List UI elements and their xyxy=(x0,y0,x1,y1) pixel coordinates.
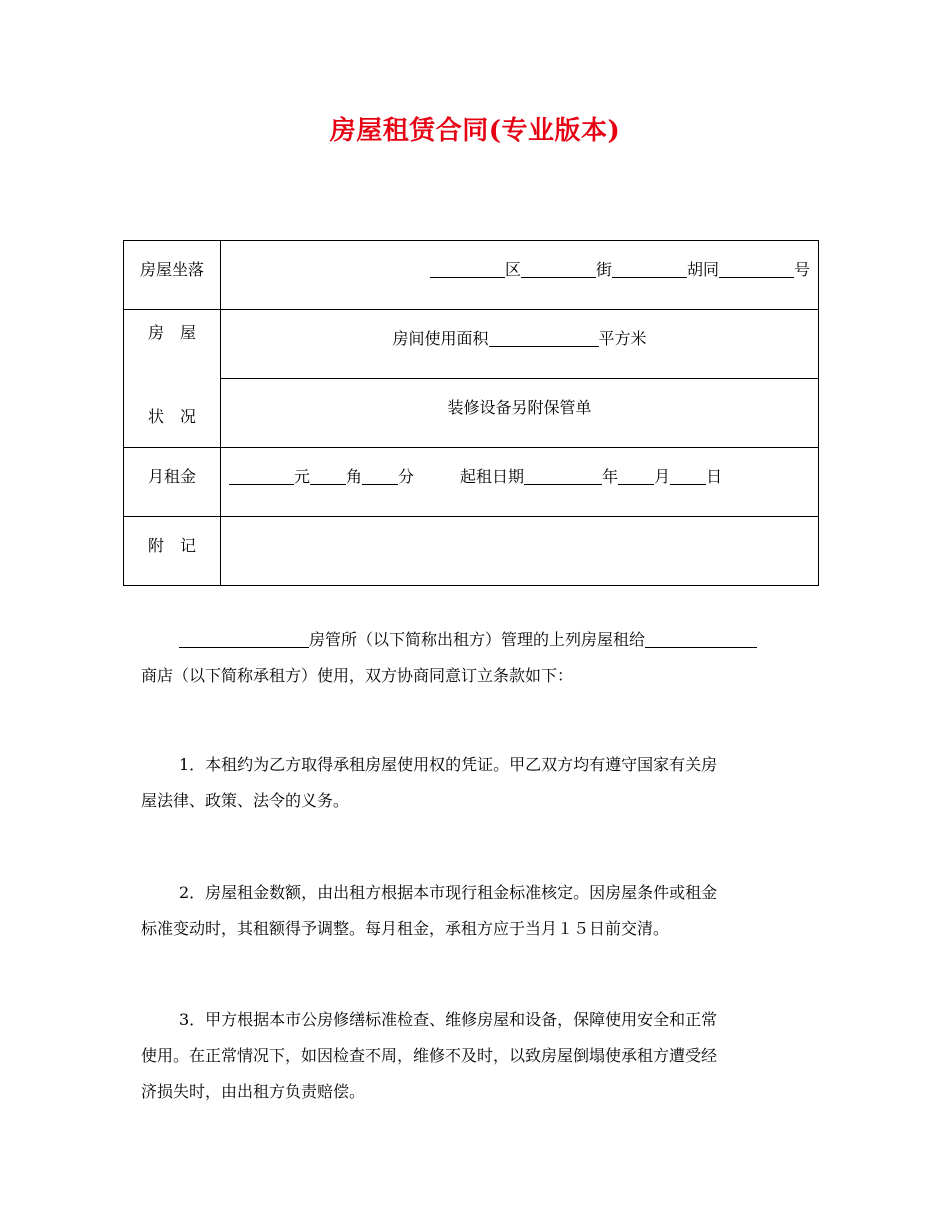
area-prefix: 房间使用面积 xyxy=(392,329,489,348)
jiao-text: 角 xyxy=(346,467,363,486)
rent-fill-line xyxy=(221,448,818,487)
intro-line-1 xyxy=(141,622,813,658)
day-blank[interactable] xyxy=(670,466,706,485)
notes-label: 附 记 xyxy=(147,536,196,555)
rent-cell xyxy=(221,448,819,517)
rental-info-table xyxy=(123,240,819,586)
intro-text-a: 房管所（以下简称出租方）管理的上列房屋租给 xyxy=(309,630,646,649)
year-blank[interactable] xyxy=(524,466,602,485)
notes-row xyxy=(124,517,819,586)
yuan-text: 元 xyxy=(294,467,311,486)
clause-3 xyxy=(141,1002,813,1110)
area-cell xyxy=(221,310,819,379)
decoration-text: 装修设备另附保管单 xyxy=(447,398,592,417)
location-value-cell xyxy=(221,241,819,310)
location-label: 房屋坐落 xyxy=(139,260,204,279)
management-office-blank[interactable] xyxy=(179,629,309,648)
day-text: 日 xyxy=(706,467,723,486)
area-fill-line xyxy=(221,310,818,349)
yuan-blank[interactable] xyxy=(229,466,294,485)
year-text: 年 xyxy=(602,467,619,486)
rent-label-cell xyxy=(124,448,221,517)
hutong-text: 胡同 xyxy=(686,260,719,279)
hutong-blank[interactable] xyxy=(612,259,687,278)
location-fill-line xyxy=(221,241,818,280)
clause-1-line-2: 屋法律、政策、法令的义务。 xyxy=(141,791,350,810)
clause-1 xyxy=(141,747,813,819)
clause-3-line-1 xyxy=(141,1002,813,1038)
decoration-row xyxy=(124,379,819,448)
location-label-cell xyxy=(124,241,221,310)
district-text: 区 xyxy=(504,260,521,279)
start-date-label: 起租日期 xyxy=(460,467,525,486)
decoration-cell xyxy=(221,379,819,448)
rent-label: 月租金 xyxy=(147,467,196,486)
area-row xyxy=(124,310,819,379)
location-row xyxy=(124,241,819,310)
clause-2-text-a: 2．房屋租金数额，由出租方根据本市现行租金标准核定。因房屋条件或租金 xyxy=(179,883,718,902)
intro-paragraph xyxy=(141,622,813,694)
notes-cell[interactable] xyxy=(221,517,819,586)
clause-3-text-a: 3．甲方根据本市公房修缮标准检查、维修房屋和设备，保障使用安全和正常 xyxy=(179,1010,718,1029)
street-text: 街 xyxy=(595,260,612,279)
condition-label-cell xyxy=(124,310,221,448)
jiao-blank[interactable] xyxy=(310,466,346,485)
condition-label-bottom: 状 况 xyxy=(147,407,196,426)
number-text: 号 xyxy=(793,260,810,279)
rent-row xyxy=(124,448,819,517)
area-suffix: 平方米 xyxy=(598,329,647,348)
notes-label-cell xyxy=(124,517,221,586)
clause-3-line-2: 使用。在正常情况下，如因检查不周，维修不及时，以致房屋倒塌使承租方遭受经 xyxy=(141,1046,718,1065)
fen-text: 分 xyxy=(398,467,415,486)
clause-2-line-1 xyxy=(141,875,813,911)
area-blank[interactable] xyxy=(489,328,599,347)
month-text: 月 xyxy=(654,467,671,486)
clause-2 xyxy=(141,875,813,947)
clause-1-line-1 xyxy=(141,747,813,783)
street-blank[interactable] xyxy=(521,259,596,278)
number-blank[interactable] xyxy=(719,259,794,278)
intro-line-2: 商店（以下简称承租方）使用，双方协商同意订立条款如下： xyxy=(141,666,574,685)
tenant-shop-blank[interactable] xyxy=(645,629,757,648)
clause-2-line-2: 标准变动时，其租额得予调整。每月租金，承租方应于当月１５日前交清。 xyxy=(141,919,670,938)
fen-blank[interactable] xyxy=(362,466,398,485)
district-blank[interactable] xyxy=(430,259,505,278)
clause-3-line-3: 济损失时，由出租方负责赔偿。 xyxy=(141,1082,366,1101)
document-title: 房屋租赁合同(专业版本) xyxy=(329,116,621,146)
month-blank[interactable] xyxy=(618,466,654,485)
clause-1-text-a: 1．本租约为乙方取得承租房屋使用权的凭证。甲乙双方均有遵守国家有关房 xyxy=(179,755,718,774)
condition-label-top: 房 屋 xyxy=(147,323,196,342)
